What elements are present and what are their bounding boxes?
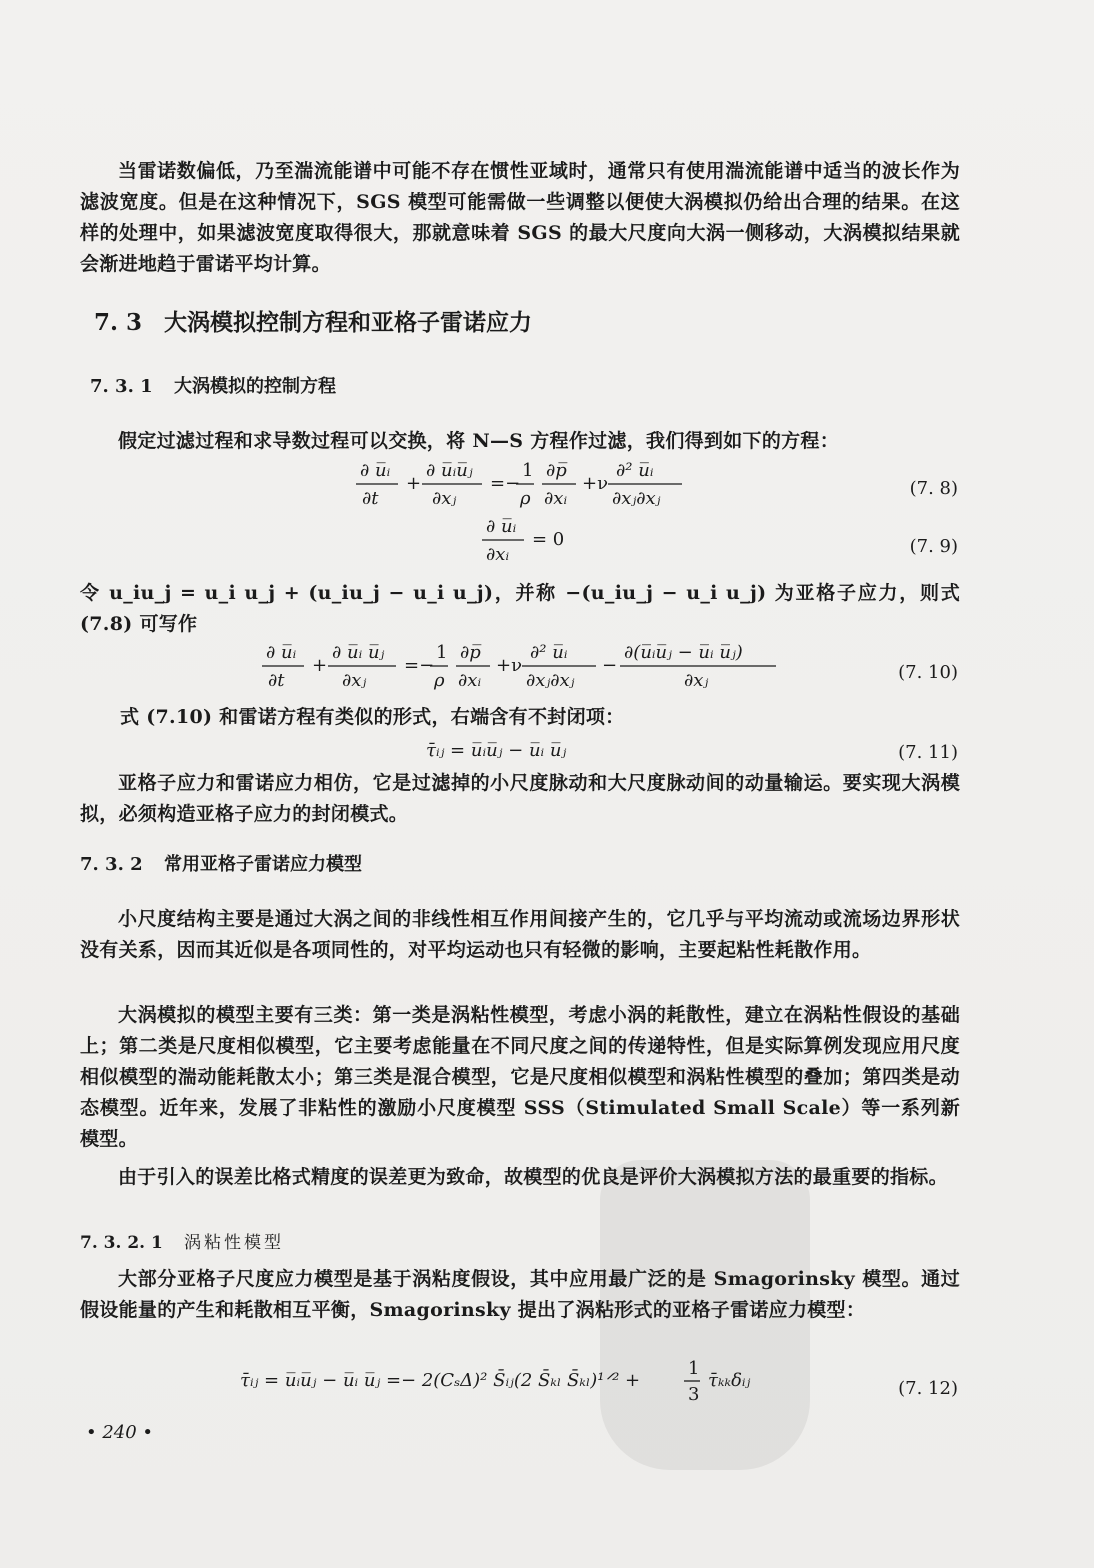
subsubsection-number: 7. 3. 2. 1: [80, 1233, 163, 1253]
svg-text:∂xᵢ: ∂xᵢ: [458, 670, 482, 691]
equation-7-11: [420, 734, 620, 768]
svg-text:3: 3: [688, 1384, 700, 1405]
subsection-title: 大涡模拟的控制方程: [174, 376, 336, 397]
paragraph: 令 u_iu_j = u_i u_j + (u_iu_j − u_i u_j)，并称 −(u_iu_j − u_i u_j) 为亚格子应力，则式 (7.8) 可写作: [80, 582, 960, 635]
equation-number: (7. 10): [898, 662, 958, 683]
section-title: 大涡模拟控制方程和亚格子雷诺应力: [164, 309, 532, 336]
equation-7-9: [478, 512, 588, 568]
paragraph: 假定过滤过程和求导数过程可以交换，将 N—S 方程作过滤，我们得到如下的方程：: [118, 430, 840, 452]
equation-number: (7. 8): [909, 478, 958, 499]
svg-text:∂ u̅ᵢ: ∂ u̅ᵢ: [486, 516, 517, 537]
svg-text:1: 1: [522, 460, 534, 481]
paragraph: 由于引入的误差比格式精度的误差更为致命，故模型的优良是评价大涡模拟方法的最重要的指标。: [118, 1166, 948, 1188]
svg-text:∂xⱼ: ∂xⱼ: [432, 488, 457, 509]
svg-text:∂xᵢ: ∂xᵢ: [486, 544, 510, 565]
equation-number: (7. 11): [898, 742, 958, 763]
svg-text:∂ u̅ᵢ u̅ⱼ: ∂ u̅ᵢ u̅ⱼ: [332, 642, 385, 663]
svg-text:1: 1: [688, 1358, 700, 1379]
svg-text:∂xⱼ: ∂xⱼ: [342, 670, 367, 691]
show-through-text: [680, 392, 685, 411]
section-heading-7-3: [94, 304, 532, 337]
subsection-heading-7-3-2: [80, 850, 362, 876]
svg-text:∂xⱼ: ∂xⱼ: [684, 670, 709, 691]
svg-text:τ̄ᵢⱼ = u̅ᵢu̅ⱼ − u̅ᵢ u̅ⱼ: τ̄ᵢⱼ = u̅ᵢu̅ⱼ − u̅ᵢ u̅ⱼ: [426, 740, 567, 761]
svg-text:∂xⱼ∂xⱼ: ∂xⱼ∂xⱼ: [612, 488, 661, 509]
svg-text:∂t: ∂t: [362, 488, 379, 509]
svg-text:∂² u̅ᵢ: ∂² u̅ᵢ: [616, 460, 654, 481]
subsubsection-heading-7-3-2-1: [80, 1228, 284, 1253]
svg-text:τ̄ₖₖδᵢⱼ: τ̄ₖₖδᵢⱼ: [708, 1370, 751, 1391]
svg-text:τ̄ᵢⱼ = u̅ᵢu̅ⱼ − u̅ᵢ u̅ⱼ =− 2(C: τ̄ᵢⱼ = u̅ᵢu̅ⱼ − u̅ᵢ u̅ⱼ =− 2(CₛΔ)² S̄ᵢⱼ(2 S̄ₖₗ S̄ₖₗ)¹ᐟ² +: [240, 1370, 641, 1391]
svg-text:∂ u̅ᵢ: ∂ u̅ᵢ: [360, 460, 391, 481]
paragraph: 大部分亚格子尺度应力模型是基于涡粘度假设，其中应用最广泛的是 Smagorinsky 模型。通过假设能量的产生和耗散相互平衡，Smagorinsky 提出了涡粘形式的亚格子雷诺应力模型：: [80, 1268, 960, 1321]
svg-text:= 0: = 0: [532, 529, 565, 550]
paragraph: 小尺度结构主要是通过大涡之间的非线性相互作用间接产生的，它几乎与平均流动或流场边界形状没有关系，因而其近似是各项同性的，对平均运动也只有轻微的影响，主要起粘性耗散作用。: [80, 908, 960, 961]
subsection-number: 7. 3. 1: [90, 376, 153, 397]
equation-7-12: [236, 1356, 776, 1408]
equation-7-10: [256, 638, 796, 698]
subsubsection-title: 涡粘性模型: [184, 1233, 284, 1253]
svg-text:∂² u̅ᵢ: ∂² u̅ᵢ: [530, 642, 568, 663]
svg-text:ρ: ρ: [520, 488, 531, 509]
svg-text:+ν: +ν: [496, 655, 523, 676]
svg-text:∂xⱼ∂xⱼ: ∂xⱼ∂xⱼ: [526, 670, 575, 691]
svg-text:=−: =−: [490, 473, 521, 494]
svg-text:∂(u̅ᵢu̅ⱼ − u̅ᵢ u̅ⱼ): ∂(u̅ᵢu̅ⱼ − u̅ᵢ u̅ⱼ): [624, 642, 743, 663]
svg-text:ρ: ρ: [434, 670, 445, 691]
svg-text:=−: =−: [404, 655, 435, 676]
paragraph: 式 (7.10) 和雷诺方程有类似的形式，右端含有不封闭项：: [120, 706, 625, 728]
svg-text:−: −: [602, 655, 618, 676]
subsection-title: 常用亚格子雷诺应力模型: [164, 854, 362, 875]
svg-text:+: +: [312, 655, 328, 676]
svg-text:∂ u̅ᵢ: ∂ u̅ᵢ: [266, 642, 297, 663]
paragraph: 大涡模拟的模型主要有三类：第一类是涡粘性模型，考虑小涡的耗散性，建立在涡粘性假设的基础上；第二类是尺度相似模型，它主要考虑能量在不同尺度之间的传递特性，但是实际算例发现应用尺度相似模型的湍动能耗散太小；第三类是混合模型，它是尺度相似模型和涡粘性模型的叠加；第四类是动态模型。近年来，发展了非粘性的激励小尺度模型 SSS（Stimulated Small Scale）等一系列新模型。: [80, 1004, 960, 1150]
svg-text:∂p̅: ∂p̅: [546, 460, 567, 481]
subsection-number: 7. 3. 2: [80, 854, 143, 875]
svg-text:∂xᵢ: ∂xᵢ: [544, 488, 568, 509]
equation-7-8: [350, 456, 710, 516]
paragraph: 亚格子应力和雷诺应力相仿，它是过滤掉的小尺度脉动和大尺度脉动间的动量输运。要实现大涡模拟，必须构造亚格子应力的封闭模式。: [80, 772, 960, 825]
paragraph: 当雷诺数偏低，乃至湍流能谱中可能不存在惯性亚域时，通常只有使用湍流能谱中适当的波长作为滤波宽度。但是在这种情况下，SGS 模型可能需做一些调整以便使大涡模拟仍给出合理的结果。在这样的处理中，如果滤波宽度取得很大，那就意味着 SGS 的最大尺度向大涡一侧移动，大涡模拟结果就会渐进地趋于雷诺平均计算。: [80, 160, 960, 275]
page-number: • 240 •: [86, 1422, 154, 1443]
subsection-heading-7-3-1: [90, 372, 336, 398]
equation-number: (7. 12): [898, 1378, 958, 1399]
svg-text:∂p̅: ∂p̅: [460, 642, 481, 663]
equation-number: (7. 9): [909, 536, 958, 557]
section-number: 7. 3: [94, 309, 143, 336]
svg-text:+ν: +ν: [582, 473, 609, 494]
svg-text:+: +: [406, 473, 422, 494]
svg-text:∂t: ∂t: [268, 670, 285, 691]
svg-text:1: 1: [436, 642, 448, 663]
svg-text:∂ u̅ᵢu̅ⱼ: ∂ u̅ᵢu̅ⱼ: [426, 460, 473, 481]
